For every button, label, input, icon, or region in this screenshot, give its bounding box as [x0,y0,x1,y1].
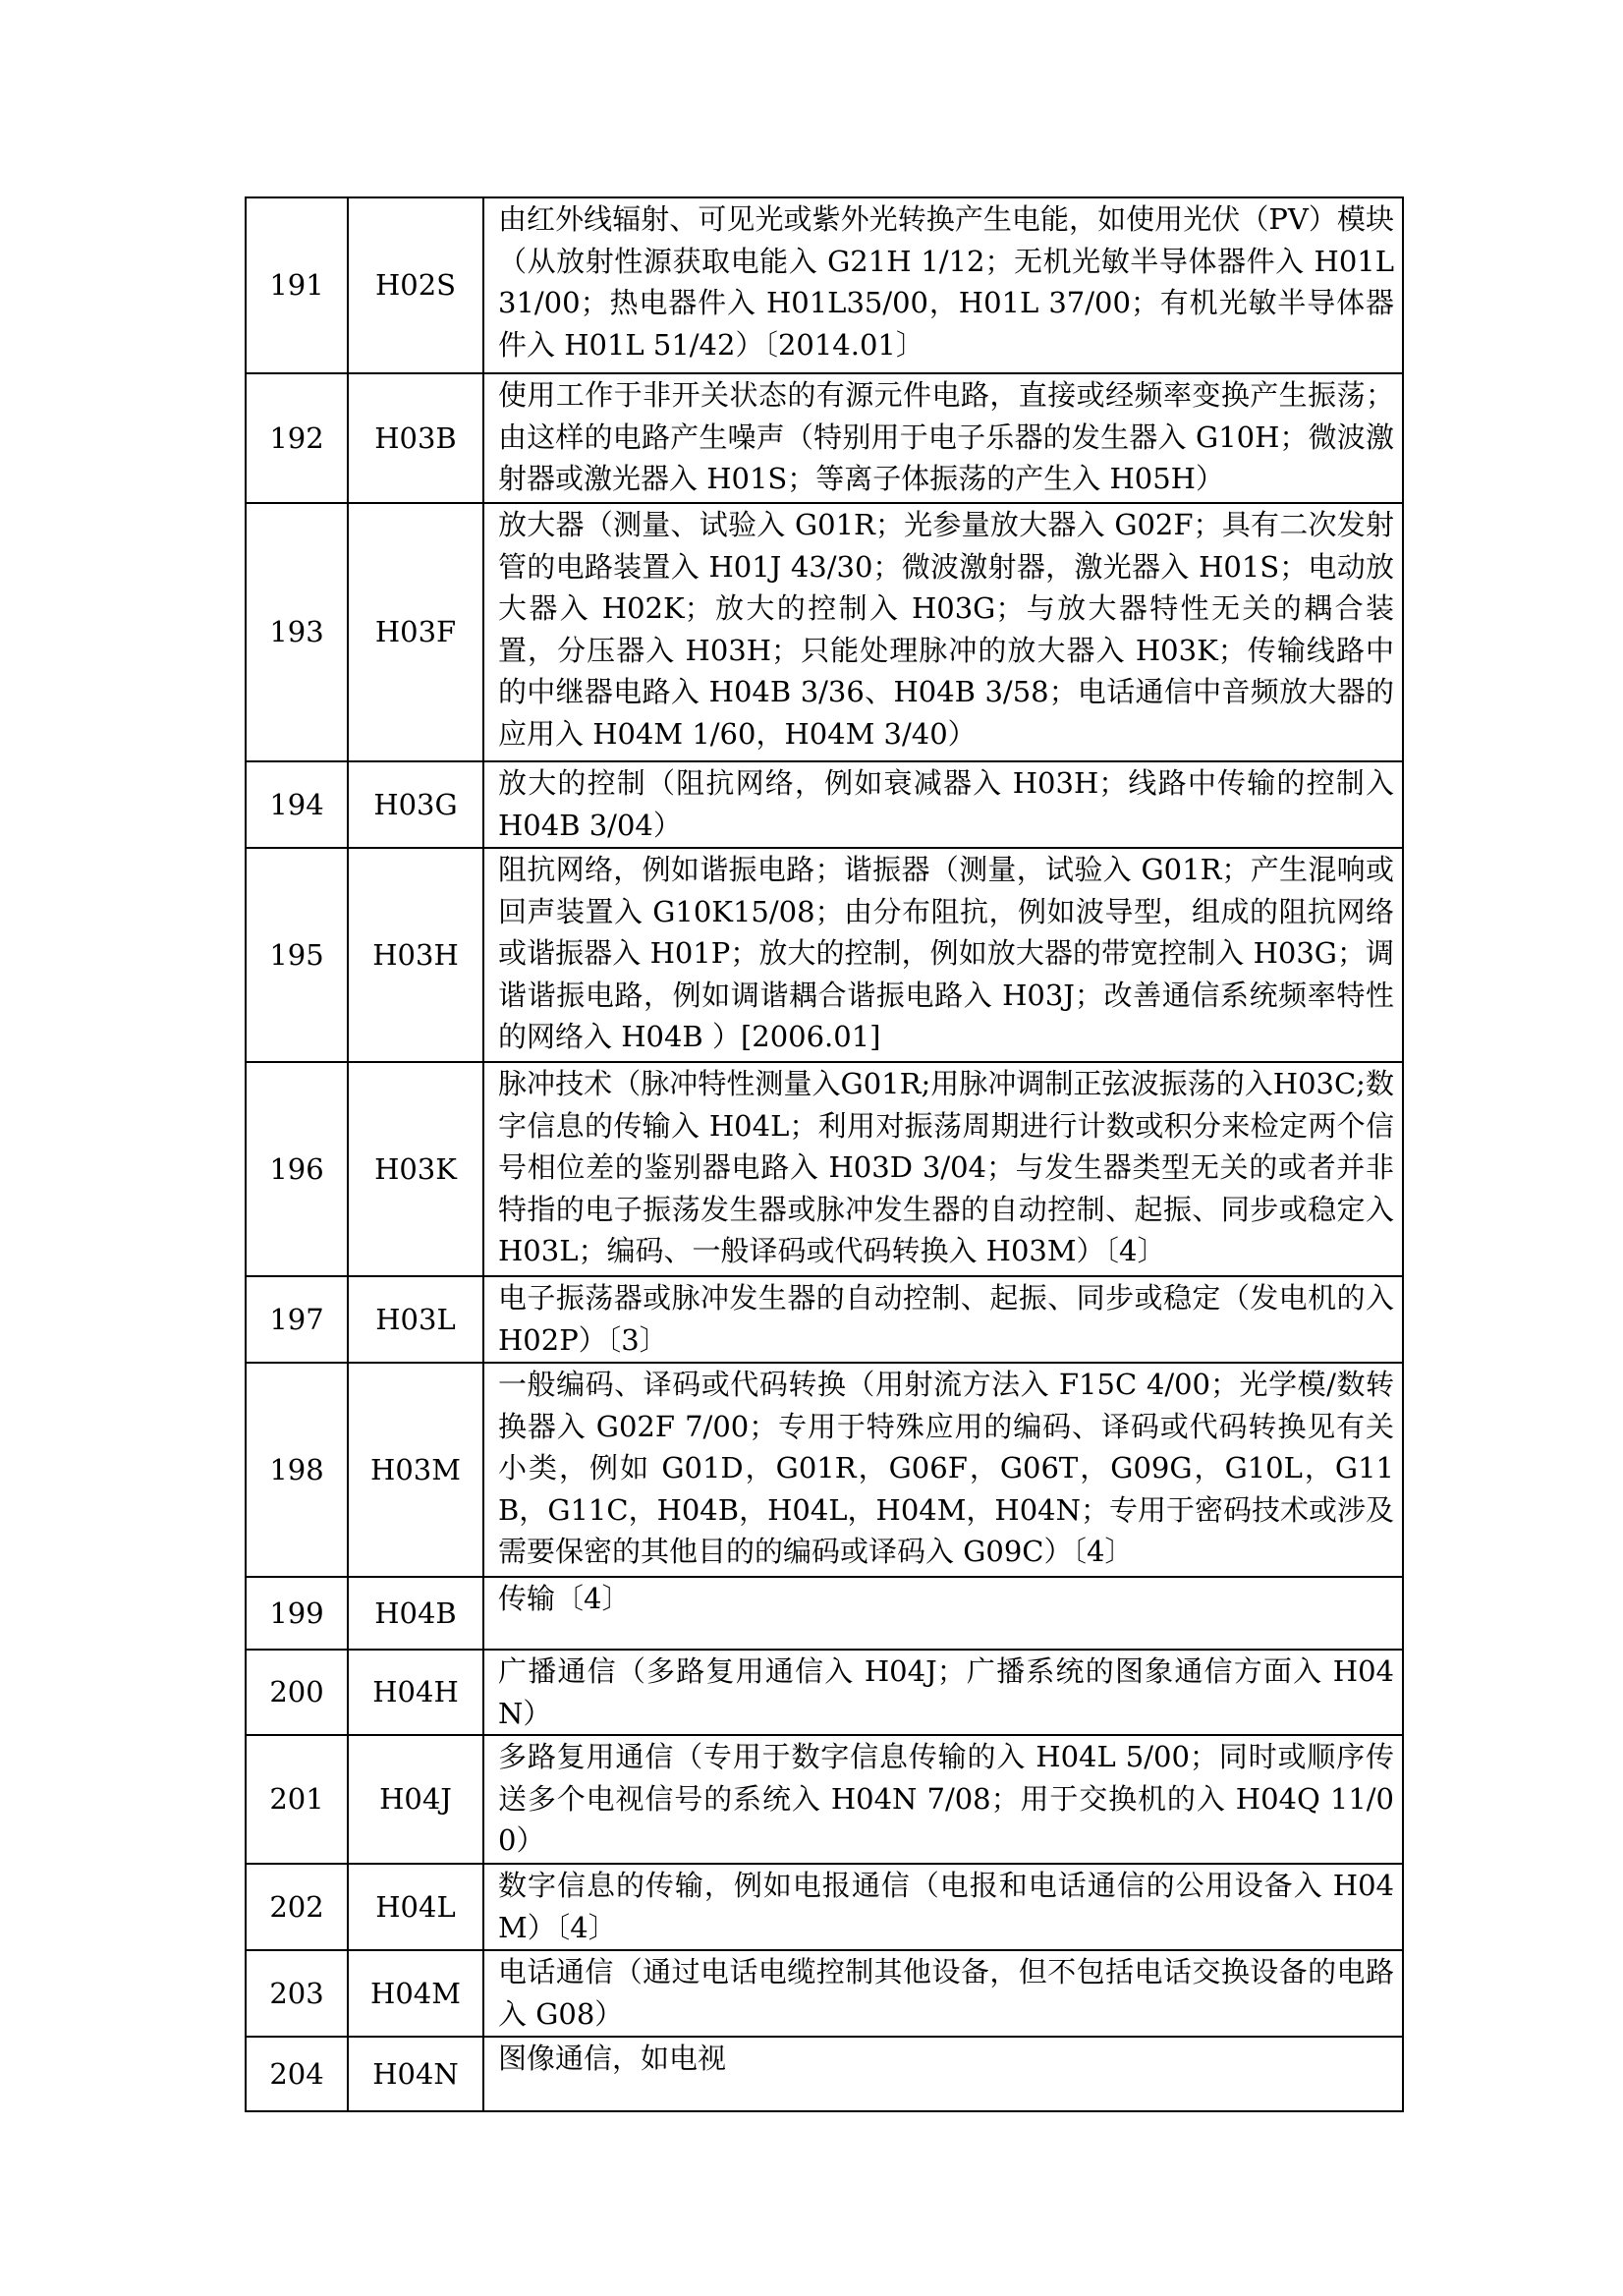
ipc-description: 数字信息的传输，例如电报通信（电报和电话通信的公用设备入 H04M）〔4〕 [483,1864,1403,1950]
ipc-code: H03F [348,503,483,761]
row-number: 196 [246,1062,348,1276]
ipc-code: H03K [348,1062,483,1276]
row-number: 198 [246,1363,348,1577]
table-row [246,197,1403,373]
ipc-description: 脉冲技术（脉冲特性测量入G01R;用脉冲调制正弦波振荡的入H03C;数字信息的传输入 H04L；利用对振荡周期进行计数或积分来检定两个信号相位差的鉴别器电路入 H03D 3/04；与发生器类型无关的或者并非特指的电子振荡发生器或脉冲发生器的自动控制、起振、同步或稳定入 H03L；编码、一般译码或代码转换入 H03M）〔4〕 [483,1062,1403,1276]
table-row [246,761,1403,848]
ipc-code: H03M [348,1363,483,1577]
table-row [246,1276,1403,1363]
ipc-code: H03B [348,373,483,503]
ipc-description: 传输〔4〕 [483,1577,1403,1650]
ipc-description: 一般编码、译码或代码转换（用射流方法入 F15C 4/00；光学模/数转换器入 G02F 7/00；专用于特殊应用的编码、译码或代码转换见有关小类，例如 G01D，G01R，G06F，G06T，G09G，G10L，G11B，G11C，H04B，H04L，H04M，H04N；专用于密码技术或涉及需要保密的其他目的的编码或译码入 G09C）〔4〕 [483,1363,1403,1577]
ipc-classification-table [245,196,1404,2112]
row-number: 202 [246,1864,348,1950]
table-row [246,1864,1403,1950]
ipc-description: 图像通信，如电视 [483,2037,1403,2111]
row-number: 204 [246,2037,348,2111]
ipc-code: H03H [348,848,483,1062]
row-number: 197 [246,1276,348,1363]
table-row [246,503,1403,761]
ipc-description: 放大的控制（阻抗网络，例如衰减器入 H03H；线路中传输的控制入 H04B 3/04） [483,761,1403,848]
ipc-code: H04J [348,1735,483,1864]
table-row [246,1735,1403,1864]
ipc-description: 广播通信（多路复用通信入 H04J；广播系统的图象通信方面入 H04N） [483,1650,1403,1735]
ipc-description: 阻抗网络，例如谐振电路；谐振器（测量，试验入 G01R；产生混响或回声装置入 G10K15/08；由分布阻抗，例如波导型，组成的阻抗网络或谐振器入 H01P；放大的控制，例如放大器的带宽控制入 H03G；调谐谐振电路，例如调谐耦合谐振电路入 H03J；改善通信系统频率特性的网络入 H04B ）[2006.01] [483,848,1403,1062]
table-row [246,1950,1403,2037]
table-row [246,373,1403,503]
ipc-description: 电子振荡器或脉冲发生器的自动控制、起振、同步或稳定（发电机的入 H02P）〔3〕 [483,1276,1403,1363]
table-row [246,1650,1403,1735]
table-row [246,1062,1403,1276]
ipc-code: H04M [348,1950,483,2037]
table-row [246,2037,1403,2111]
ipc-code: H02S [348,197,483,373]
ipc-code: H04L [348,1864,483,1950]
ipc-code: H03L [348,1276,483,1363]
row-number: 200 [246,1650,348,1735]
ipc-description: 多路复用通信（专用于数字信息传输的入 H04L 5/00；同时或顺序传送多个电视信号的系统入 H04N 7/08；用于交换机的入 H04Q 11/00） [483,1735,1403,1864]
ipc-description: 由红外线辐射、可见光或紫外光转换产生电能，如使用光伏（PV）模块（从放射性源获取电能入 G21H 1/12；无机光敏半导体器件入 H01L 31/00；热电器件入 H01L35/00，H01L 37/00；有机光敏半导体器件入 H01L 51/42）〔2014.01〕 [483,197,1403,373]
table-row [246,848,1403,1062]
row-number: 195 [246,848,348,1062]
row-number: 203 [246,1950,348,2037]
ipc-code: H03G [348,761,483,848]
table-row [246,1363,1403,1577]
row-number: 201 [246,1735,348,1864]
ipc-code: H04H [348,1650,483,1735]
ipc-code: H04N [348,2037,483,2111]
ipc-code: H04B [348,1577,483,1650]
row-number: 194 [246,761,348,848]
ipc-description: 电话通信（通过电话电缆控制其他设备，但不包括电话交换设备的电路入 G08） [483,1950,1403,2037]
row-number: 192 [246,373,348,503]
ipc-description: 使用工作于非开关状态的有源元件电路，直接或经频率变换产生振荡；由这样的电路产生噪声（特别用于电子乐器的发生器入 G10H；微波激射器或激光器入 H01S；等离子体振荡的产生入 H05H） [483,373,1403,503]
table-body [246,197,1403,2111]
row-number: 193 [246,503,348,761]
table-row [246,1577,1403,1650]
row-number: 199 [246,1577,348,1650]
ipc-description: 放大器（测量、试验入 G01R；光参量放大器入 G02F；具有二次发射管的电路装置入 H01J 43/30；微波激射器，激光器入 H01S；电动放大器入 H02K；放大的控制入 H03G；与放大器特性无关的耦合装置，分压器入 H03H；只能处理脉冲的放大器入 H03K；传输线路中的中继器电路入 H04B 3/36、H04B 3/58；电话通信中音频放大器的应用入 H04M 1/60，H04M 3/40） [483,503,1403,761]
row-number: 191 [246,197,348,373]
